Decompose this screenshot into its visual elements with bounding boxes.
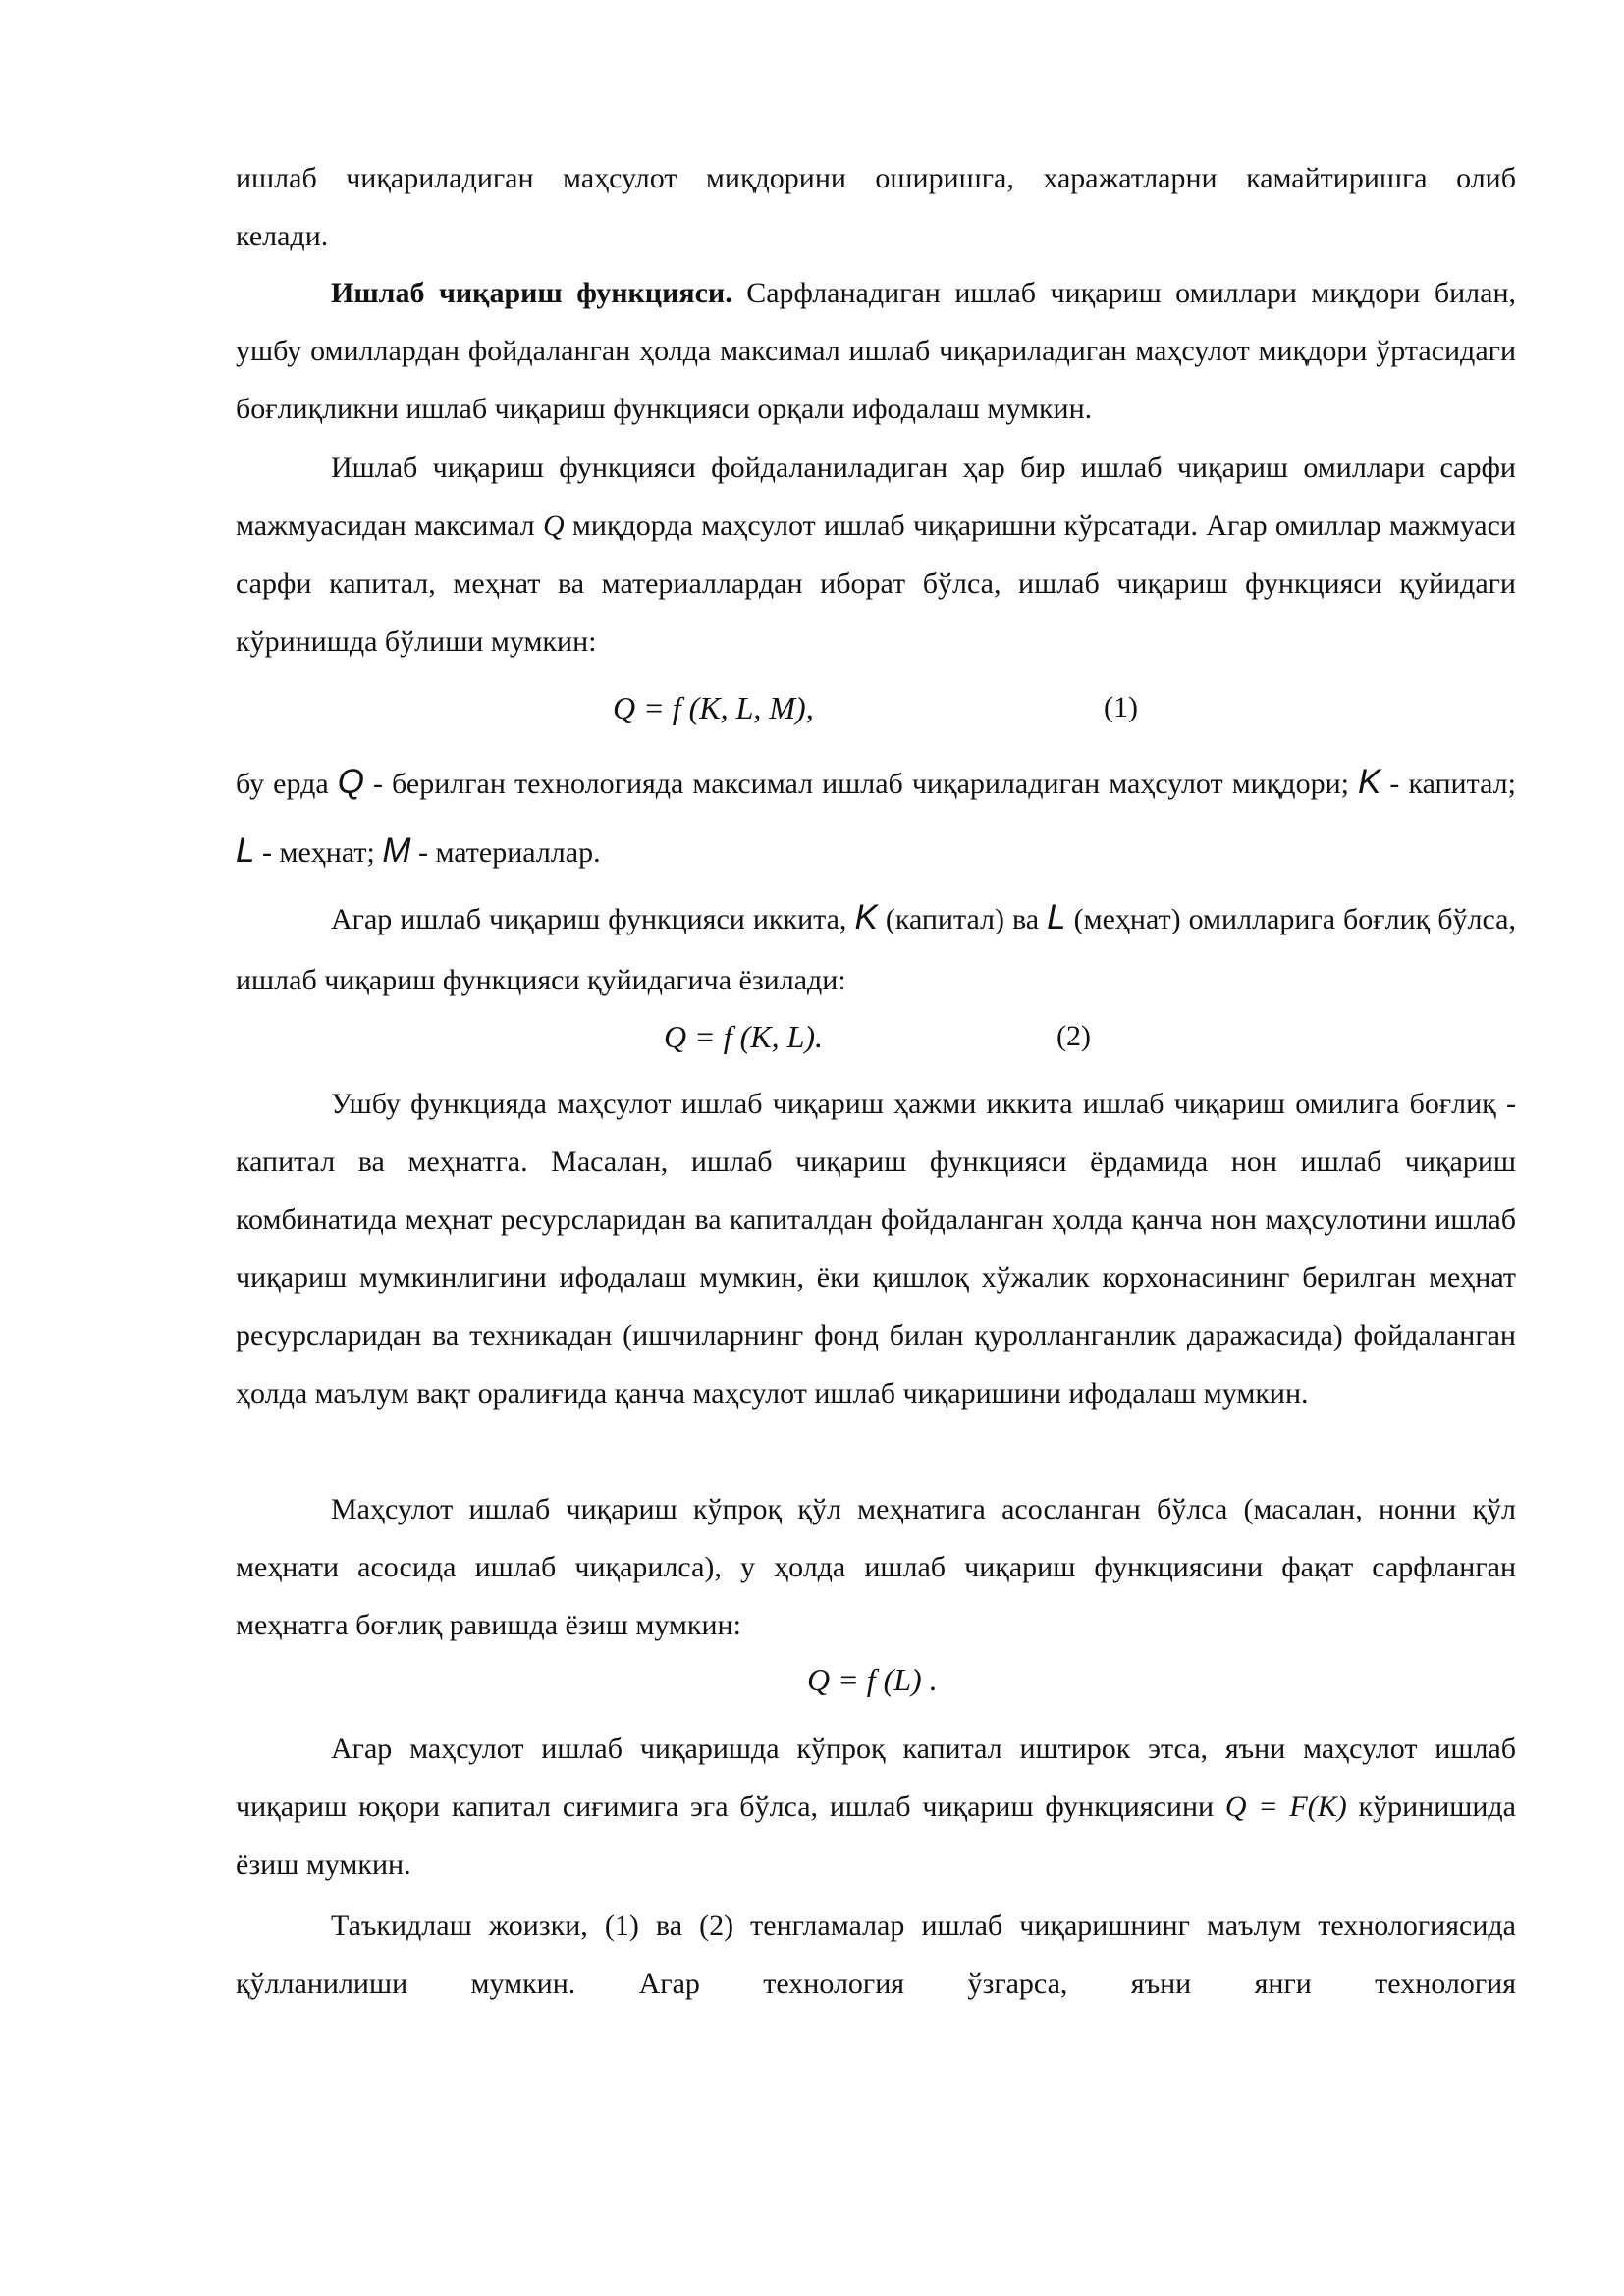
- math-variable-q: Q: [337, 763, 364, 801]
- equation-2-formula: Q = f (K, L).: [664, 1019, 824, 1054]
- inline-formula: Q = F(K): [1224, 1790, 1347, 1823]
- paragraph-technology-note: [236, 1896, 1516, 2012]
- paragraph-function-example: [236, 1075, 1516, 1422]
- equation-1-formula: Q = f (K, L, M),: [613, 690, 814, 725]
- math-variable-k: K: [854, 898, 878, 936]
- paragraph-text: (меҳнат) омилларига боғлиқ бўлса, ишлаб чиқариш функцияси қуйидагича ёзилади:: [236, 903, 1516, 996]
- paragraph-labor-intensive: [236, 1480, 1516, 1654]
- paragraph-two-factor-intro: [236, 887, 1516, 1011]
- paragraph-text: Маҳсулот ишлаб чиқариш кўпроқ қўл меҳнатига асосланган бўлса (масалан, нонни қўл меҳнати асосида ишлаб чиқарилса), у ҳолда ишлаб чиқариш функциясини фақат сарфланган меҳнатга боғлиқ равишда ёзиш мумкин:: [236, 1493, 1516, 1641]
- math-variable-q: Q: [542, 509, 565, 542]
- paragraph-text: - материаллар.: [410, 836, 601, 869]
- math-variable-l: L: [236, 831, 255, 870]
- paragraph-text: - берилган технологияда максимал ишлаб чиқариладиган маҳсулот миқдори;: [363, 768, 1359, 800]
- equation-2-number: [1056, 1017, 1091, 1056]
- math-variable-k: K: [1358, 763, 1381, 801]
- equation-3: [807, 1660, 938, 1699]
- paragraph-continuation-end: [236, 207, 1516, 265]
- paragraph-text: Сарфланадиган ишлаб чиқариш омиллари миқдори билан, ушбу омиллардан фойдаланган ҳолда максимал ишлаб чиқариладиган маҳсулот миқдори ўртасидаги боғлиқликни ишлаб чиқариш функцияси орқали ифодалаш мумкин.: [236, 277, 1516, 425]
- paragraph-text: - капитал;: [1380, 768, 1516, 800]
- paragraph-text: (капитал) ва: [877, 903, 1048, 935]
- equation-2: [664, 1017, 823, 1056]
- paragraph-text: кўринишида ёзиш мумкин.: [236, 1790, 1516, 1881]
- paragraph-text: Ишлаб чиқариш функцияси фойдаланиладиган ҳар бир ишлаб чиқариш омиллари сарфи мажмуасидан максимал: [236, 452, 1516, 542]
- math-variable-m: M: [382, 831, 411, 870]
- paragraph-text: Таъкидлаш жоизки, (1) ва (2) тенгламалар ишлаб чиқаришнинг маълум технологиясида қўлланилиши мумкин. Агар технология ўзгарса, яъни янги технология: [236, 1909, 1516, 2000]
- paragraph-text: бу ерда: [236, 768, 338, 800]
- paragraph-text: Ушбу функцияда маҳсулот ишлаб чиқариш ҳажми иккита ишлаб чиқариш омилига боғлиқ - капитал ва меҳнатга. Масалан, ишлаб чиқариш функцияси ёрдамида нон ишлаб чиқариш комбинатида меҳнат ресурсларидан ва капиталдан фойдаланган ҳолда қанча нон маҳсулотини ишлаб чиқариш мумкинлигини ифодалаш мумкин, ёки қишлоқ хўжалик корхонасининг берилган меҳнат ресурсларидан ва техникадан (ишчиларнинг фонд билан қуролланганлик даражасида) фойдаланган ҳолда маълум вақт оралиғида қанча маҳсулот ишлаб чиқаришини ифодалаш мумкин.: [236, 1088, 1516, 1410]
- math-variable-l: L: [1047, 898, 1066, 936]
- paragraph-text: Агар ишлаб чиқариш функцияси иккита,: [331, 903, 855, 935]
- paragraph-capital-intensive: [236, 1720, 1516, 1894]
- section-heading-inline: Ишлаб чиқариш функцияси.: [331, 277, 732, 309]
- paragraph-continuation: [236, 149, 1516, 207]
- paragraph-text: - меҳнат;: [254, 836, 383, 869]
- equation-1: [613, 688, 814, 727]
- equation-3-formula: Q = f (L) .: [807, 1662, 938, 1697]
- equation-1-label: (1): [1104, 691, 1138, 723]
- text-line: келади.: [236, 220, 329, 252]
- text-line: ишлаб чиқариладиган маҳсулот миқдорини оширишга, харажатларни камайтиришга олиб: [236, 162, 1516, 194]
- paragraph-production-function-definition: [236, 264, 1516, 438]
- paragraph-variable-definitions: [236, 749, 1516, 886]
- equation-1-number: [1104, 688, 1138, 727]
- paragraph-text: Агар маҳсулот ишлаб чиқаришда кўпроқ капитал иштирок этса, яъни маҳсулот ишлаб чиқариш юқори капитал сиғимига эга бўлса, ишлаб чиқариш функциясини: [236, 1733, 1516, 1823]
- equation-2-label: (2): [1056, 1020, 1091, 1052]
- paragraph-production-function-explanation: [236, 439, 1516, 670]
- paragraph-text: миқдорда маҳсулот ишлаб чиқаришни кўрсатади. Агар омиллар мажмуаси сарфи капитал, меҳнат ва материаллардан иборат бўлса, ишлаб чиқариш функцияси қуйидаги кўринишда бўлиши мумкин:: [236, 509, 1516, 658]
